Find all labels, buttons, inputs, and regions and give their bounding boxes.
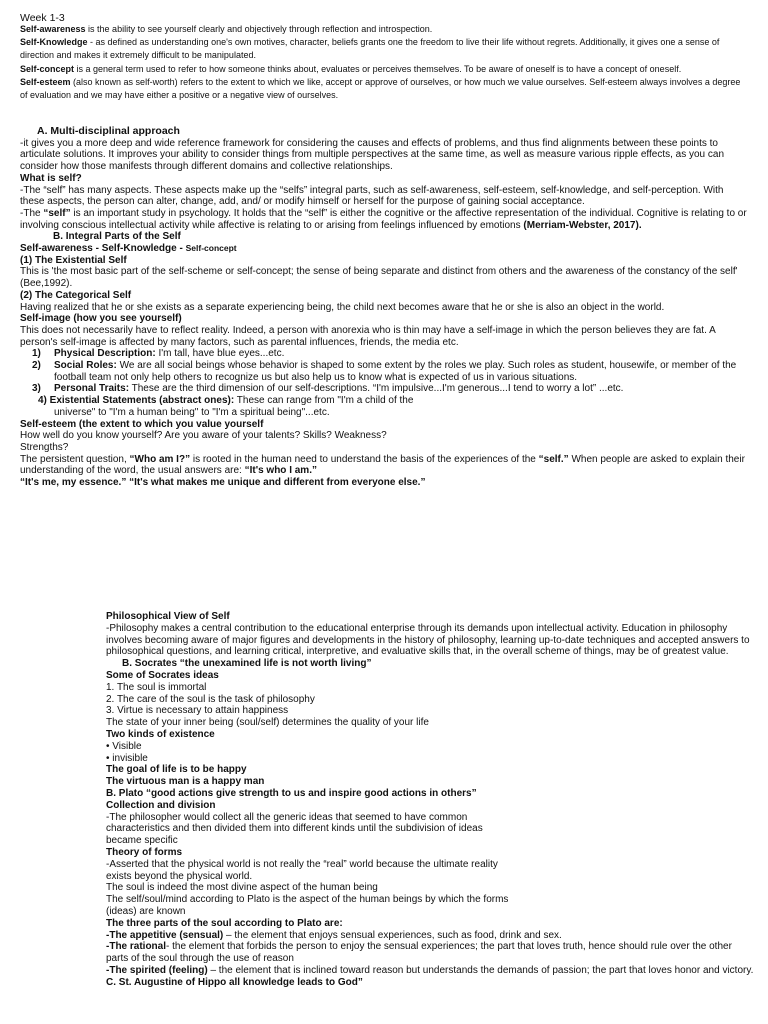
what-is-self-heading: [20, 173, 750, 185]
heading-text: What is self?: [20, 172, 82, 184]
socrates-ideas-heading: [106, 670, 756, 682]
plato-heading: [106, 788, 756, 800]
definition-text: is the ability to see yourself clearly and objectively through reflection and introspection.: [85, 24, 433, 34]
heading-text: The three parts of the soul according to Plato are:: [106, 917, 343, 929]
soul-part-term: -The appetitive (sensual): [106, 929, 224, 941]
text-span: When people are asked to explain their understanding of the word, the usual answers are:: [20, 453, 745, 477]
philosophy-section: [106, 611, 756, 989]
page-title: Week 1-3: [20, 12, 65, 24]
list-item: [20, 348, 750, 360]
list-item: 3. Virtue is necessary to attain happiness: [106, 705, 289, 717]
soul-part-spirited: [106, 965, 756, 977]
self-esteem-question-2: Strengths?: [20, 441, 69, 453]
existential-self-text: This is 'the most basic part of the self-scheme or self-concept; the sense of being separate and distinct from others and the awareness of the constancy of the self' (Bee,1992).: [20, 266, 738, 290]
forms-line: -Asserted that the physical world is not really the “real” world because the ultimate reality exists beyond the physical world.: [106, 858, 498, 882]
heading-text: Two kinds of existence: [106, 728, 215, 740]
list-item: • Visible: [106, 740, 142, 752]
self-esteem-heading: [20, 419, 750, 431]
collection-text: -The philosopher would collect all the generic ideas that seemed to have common characteristics and then divided them into different kinds until the subdivision of ideas became specific: [106, 811, 483, 847]
what-is-self-p2: [20, 208, 750, 231]
list-number: 1): [32, 348, 41, 360]
self-image-text: This does not necessarily have to reflect reality. Indeed, a person with anorexia who is thin may have a self-image in which the person believes they are fat. A person's self-image is affected by many factors, such as parental influences, friends, the media etc.: [20, 324, 716, 348]
text-span: is rooted in the human need to understand the basis of the experiences of the: [190, 453, 539, 465]
list-number: 2): [32, 360, 41, 372]
bold-span: “self.”: [538, 453, 569, 465]
text-span: -The: [20, 207, 44, 219]
heading-text: The goal of life is to be happy: [106, 764, 247, 776]
philosophy-heading: [106, 611, 756, 623]
bold-span: “Who am I?”: [129, 453, 191, 465]
philosophy-text: -Philosophy makes a central contribution to the educational enterprise through its demands upon intellectual activity. Education in philosophy involves becoming aware of major figures and developments in the history of philosophy, learning up-to-date techniques and accepted answers to philosophical questions, and learning critical, interpretive, and evaluative skills that, in the overall scheme of things, may be of greatest value.: [106, 622, 750, 658]
integral-subheading: [20, 243, 750, 255]
definitions-section: [20, 23, 750, 102]
self-image-list: [20, 348, 750, 395]
virtuous-man: [106, 776, 756, 788]
list-item: The state of your inner being (soul/self) determines the quality of your life: [106, 717, 429, 729]
definition-term: Self-Knowledge: [20, 37, 88, 48]
soul-part-text: - the element that forbids the person to enjoy the sensual experiences; the part that loves truth, hence should rule over the other parts of the soul through the use of reason: [106, 941, 732, 965]
heading-text: The virtuous man is a happy man: [106, 776, 265, 788]
heading-text: C. St. Augustine of Hippo all knowledge leads to God”: [106, 976, 363, 988]
definition-self-awareness: [20, 23, 750, 36]
self-image-heading: [20, 313, 750, 325]
heading-text: B. Plato “good actions give strength to us and inspire good actions in others”: [106, 787, 477, 799]
soul-part-rational: [106, 941, 756, 965]
definition-text: - as defined as understanding one's own motives, character, beliefs grants one the freedom to live their life without regrets. Additionally, it gives one a sense of direction and makes it extremely difficult to be manipulated.: [20, 37, 720, 61]
what-is-self-p1: -The “self” has many aspects. These aspects make up the “selfs” integral parts, such as self-awareness, self-esteem, self-knowledge, and self-perception. With these aspects, the person can alter, change, add, and/ or modify himself or herself for the purpose of gaining social acceptance.: [20, 184, 724, 208]
categorical-self-heading: [20, 290, 750, 302]
heading-text: A. Multi-disciplinal approach: [37, 125, 180, 137]
soul-part-text: – the element that is inclined toward reason but understands the demands of passion; the part that loves honor and victory.: [207, 964, 754, 976]
text-span: The persistent question,: [20, 453, 130, 465]
soul-part-term: -The spirited (feeling): [106, 964, 208, 976]
heading-text: Some of Socrates ideas: [106, 669, 219, 681]
list-item-4-continued: universe" to "I'm a human being" to "I'm a spiritual being"...etc.: [54, 406, 330, 418]
existence-heading: [106, 729, 756, 741]
forms-line: The self/soul/mind according to Plato is the aspect of the human beings by which the forms (ideas) are known: [106, 894, 509, 917]
list-item: 1. The soul is immortal: [106, 681, 207, 693]
collection-heading: [106, 800, 756, 812]
list-text: We are all social beings whose behavior is shaped to some extent by the roles we play. Such roles as student, housewife, or member of the football team not only help others to recognize us but also help us to know what is expected of us in various situations.: [54, 360, 737, 383]
definition-term: Self-awareness: [20, 24, 86, 34]
soul-part-text: – the element that enjoys sensual experiences, such as food, drink and sex.: [223, 929, 562, 941]
multidisciplinary-text: -it gives you a more deep and wide reference framework for considering the causes and effects of problems, and thus find alignments between these points to articulate solutions. It improves your ability to consider things from multiple perspectives at the same time, as well as measure various ripple effects, as you can consider how those manifests through different domains and collective relationships.: [20, 137, 725, 173]
heading-text: B. Socrates “the unexamined life is not worth living”: [122, 658, 372, 670]
bold-span: “It's me, my essence.” “It's what makes me unique and different from everyone else.”: [20, 477, 426, 489]
list-item: 2. The care of the soul is the task of philosophy: [106, 693, 315, 705]
soul-part-term: -The rational: [106, 941, 167, 953]
integral-parts-heading: [20, 231, 750, 243]
heading-text: B. Integral Parts of the Self: [53, 231, 181, 243]
list-item: [20, 360, 750, 383]
text-span: is an important study in psychology. It holds that the “self” is either the cognitive or the affective representation of the individual. Cognitive is relating to or involving conscious intellectual activity while affective is relating to or arising from feelings influenced by emotions: [20, 207, 747, 231]
augustine-heading: [106, 977, 756, 989]
definition-text: (also known as self-worth) refers to the extent to which we like, accept or approve of ourselves, or how much we value ourselves. Self-esteem always involves a degree of evaluation and we may have either a positive or a negative view of ourselves.: [20, 76, 741, 101]
list-term: 4) Existential Statements (abstract ones):: [38, 395, 235, 407]
heading-text: (2) The Categorical Self: [20, 289, 132, 301]
bold-span: “self”: [43, 207, 71, 219]
list-term: Personal Traits:: [54, 383, 130, 395]
subheading-small: Self-concept: [185, 243, 237, 254]
heading-text: (1) The Existential Self: [20, 254, 127, 266]
citation: (Merriam-Webster, 2017).: [523, 219, 642, 231]
subheading-text: Self-awareness - Self-Knowledge -: [20, 243, 186, 255]
list-item: • invisible: [106, 752, 148, 764]
list-term: Social Roles:: [54, 360, 117, 372]
definition-self-concept: [20, 63, 750, 76]
heading-text: Philosophical View of Self: [106, 611, 230, 622]
list-text: These can range from "I'm a child of the: [234, 395, 414, 407]
multidisciplinary-heading: [20, 126, 750, 138]
bold-span: “It's who I am.”: [244, 465, 317, 477]
definition-term: Self-esteem: [20, 76, 71, 87]
heading-text: Self-esteem (the extent to which you value yourself: [20, 418, 264, 430]
soul-part-appetitive: [106, 930, 756, 942]
self-esteem-paragraph: [20, 454, 750, 489]
list-term: Physical Description:: [54, 348, 156, 360]
definition-text: is a general term used to refer to how someone thinks about, evaluates or perceives themselves. To be aware of oneself is to have a concept of oneself.: [74, 63, 682, 74]
goal-of-life: [106, 764, 756, 776]
list-text: These are the third dimension of our self-descriptions. “I'm impulsive...I'm generous...I tend to worry a lot” ...etc.: [129, 383, 624, 395]
list-number: 3): [32, 383, 41, 395]
definition-self-esteem: [20, 76, 750, 102]
self-esteem-question-1: How well do you know yourself? Are you aware of your talents? Skills? Weakness?: [20, 430, 387, 442]
heading-text: Self-image (how you see yourself): [20, 313, 182, 325]
soul-parts-heading: [106, 918, 756, 930]
definition-term: Self-concept: [20, 63, 75, 74]
list-item-4: [20, 395, 750, 407]
self-section: [20, 126, 750, 489]
heading-text: Theory of forms: [106, 846, 183, 858]
categorical-self-text: Having realized that he or she exists as a separate experiencing being, the child next becomes aware that he or she is also an object in the world.: [20, 301, 665, 313]
forms-line: The soul is indeed the most divine aspect of the human being: [106, 882, 378, 894]
heading-text: Collection and division: [106, 799, 216, 811]
existential-self-heading: [20, 255, 750, 267]
socrates-heading: [106, 658, 756, 670]
definition-self-knowledge: [20, 36, 750, 62]
list-text: I'm tall, have blue eyes...etc.: [155, 348, 285, 360]
forms-heading: [106, 847, 756, 859]
list-item: [20, 383, 750, 395]
